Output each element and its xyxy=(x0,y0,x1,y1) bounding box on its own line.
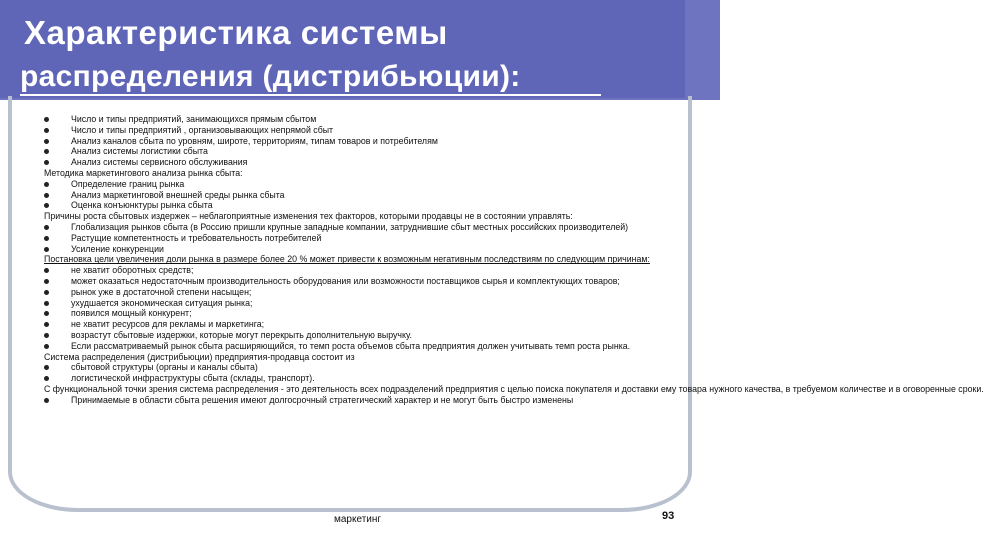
row-text: может оказаться недостаточным производительность оборудования или возможности поставщиков сырья и комплектующих товаров; xyxy=(71,275,620,286)
bullet-item xyxy=(44,276,674,287)
row-text: Растущие компетентность и требовательность потребителей xyxy=(71,232,322,243)
row-text: Число и типы предприятий , организовывающих непрямой сбыт xyxy=(71,124,334,135)
bullet-dot-icon xyxy=(44,398,49,403)
row-text: С функциональной точки зрения система распределения - это деятельность всех подразделений предприятия с целью поиска покупателя и доставки ему товара нужного качества, в требуемом количестве и в оговоренные сроки. xyxy=(44,383,984,394)
slide-title-line2: распределения (дистрибьюции): xyxy=(20,60,601,96)
row-text: Анализ каналов сбыта по уровням, широте, территориям, типам товаров и потребителям xyxy=(71,135,438,146)
bullet-item xyxy=(44,362,674,373)
bullet-item xyxy=(44,179,674,190)
row-text: Усиление конкуренции xyxy=(71,243,164,254)
bullet-item xyxy=(44,298,674,309)
slide-title-line1: Характеристика системы xyxy=(24,14,448,51)
bullet-item xyxy=(44,146,674,157)
row-text: Анализ системы логистики сбыта xyxy=(71,146,208,157)
bullet-dot-icon xyxy=(44,236,49,241)
title-bar xyxy=(0,0,720,100)
row-text: Определение границ рынка xyxy=(71,178,185,189)
bullet-item xyxy=(44,373,674,384)
bullet-item xyxy=(44,319,674,330)
row-text: логистической инфраструктуры сбыта (склады, транспорт). xyxy=(71,373,315,384)
bullet-dot-icon xyxy=(44,149,49,154)
bullet-dot-icon xyxy=(44,247,49,252)
bullet-dot-icon xyxy=(44,311,49,316)
row-text: сбытовой структуры (органы и каналы сбыта) xyxy=(71,362,258,373)
bullet-dot-icon xyxy=(44,333,49,338)
row-text: Анализ маркетинговой внешней среды рынка сбыта xyxy=(71,189,285,200)
bullet-dot-icon xyxy=(44,139,49,144)
bullet-dot-icon xyxy=(44,279,49,284)
text-line xyxy=(44,254,674,265)
bullet-item xyxy=(44,114,674,125)
row-text: не хватит ресурсов для рекламы и маркетинга; xyxy=(71,319,265,330)
text-line xyxy=(44,383,984,395)
bullet-dot-icon xyxy=(44,182,49,187)
text-line xyxy=(44,168,674,179)
bullet-dot-icon xyxy=(44,365,49,370)
row-text: Постановка цели увеличения доли рынка в размере более 20 % может привести к возможным негативным последствиям по следующим причинам: xyxy=(44,254,650,265)
row-text: ухудшается экономическая ситуация рынка; xyxy=(71,297,253,308)
row-text: Причины роста сбытовых издержек – неблагоприятные изменения тех факторов, которыми продавцы не в состоянии управлять: xyxy=(44,211,573,222)
bullet-dot-icon xyxy=(44,268,49,273)
bullet-item xyxy=(44,287,674,298)
row-text: Принимаемые в области сбыта решения имеют долгосрочный стратегический характер и не могут быть быстро изменены xyxy=(71,394,574,405)
bullet-item xyxy=(44,308,674,319)
bullet-dot-icon xyxy=(44,376,49,381)
slide-footer: маркетинг xyxy=(334,514,382,525)
text-line xyxy=(44,352,674,363)
bullet-item xyxy=(44,330,674,341)
row-text: не хватит оборотных средств; xyxy=(71,265,194,276)
row-text: Система распределения (дистрибьюции) предприятия-продавца состоит из xyxy=(44,351,355,362)
row-text: Если рассматриваемый рынок сбыта расширяющийся, то темп роста объемов сбыта предприятия должен учитывать темп роста рынка. xyxy=(71,340,631,351)
bullet-item xyxy=(44,244,674,255)
bullet-dot-icon xyxy=(44,322,49,327)
bullet-item xyxy=(44,200,674,211)
bullet-item xyxy=(44,125,674,136)
bullet-item xyxy=(44,157,674,168)
bullet-item xyxy=(44,233,674,244)
row-text: Глобализация рынков сбыта (в Россию пришли крупные западные компании, затруднившие сбыт местных российских производителей) xyxy=(71,221,629,232)
bullet-dot-icon xyxy=(44,290,49,295)
bullet-item xyxy=(44,395,674,406)
row-text: появился мощный конкурент; xyxy=(71,308,192,319)
bullet-dot-icon xyxy=(44,193,49,198)
slide-body xyxy=(44,114,984,406)
bullet-dot-icon xyxy=(44,301,49,306)
bullet-item xyxy=(44,136,674,147)
bullet-item xyxy=(44,222,674,233)
bullet-item xyxy=(44,341,674,352)
bullet-item xyxy=(44,190,674,201)
text-line xyxy=(44,211,674,222)
row-text: Число и типы предприятий, занимающихся прямым сбытом xyxy=(71,114,317,124)
bullet-dot-icon xyxy=(44,128,49,133)
bullet-dot-icon xyxy=(44,344,49,349)
bullet-dot-icon xyxy=(44,160,49,165)
row-text: рынок уже в достаточной степени насыщен; xyxy=(71,286,252,297)
bullet-item xyxy=(44,265,674,276)
row-text: Методика маркетингового анализа рынка сбыта: xyxy=(44,167,243,178)
bullet-dot-icon xyxy=(44,117,49,122)
row-text: Оценка конъюнктуры рынка сбыта xyxy=(71,200,213,211)
page-number: 93 xyxy=(662,510,675,522)
row-text: Анализ системы сервисного обслуживания xyxy=(71,157,248,168)
bullet-dot-icon xyxy=(44,225,49,230)
row-text: возрастут сбытовые издержки, которые могут перекрыть дополнительную выручку. xyxy=(71,329,412,340)
bullet-dot-icon xyxy=(44,203,49,208)
